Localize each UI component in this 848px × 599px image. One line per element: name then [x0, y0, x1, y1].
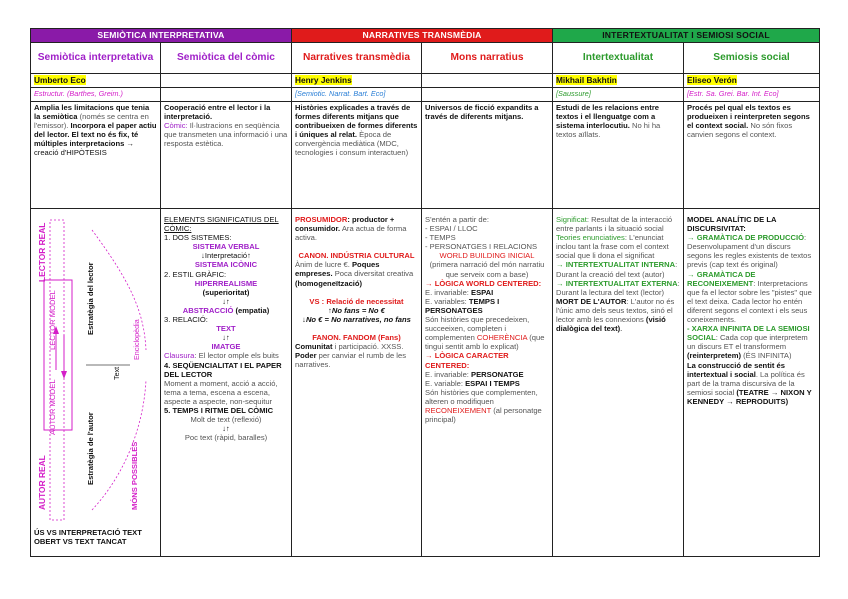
label-autor-model: AUTOR MODEL: [48, 379, 57, 435]
intro-mons: Universos de ficció expandits a través de diferents mitjans.: [422, 102, 553, 209]
label-enciclopedia: Enciclopèdia: [132, 319, 141, 360]
diagram-lines: [34, 210, 160, 528]
ref-veron: [Estr. Sa. Grei. Bar. Int. Eco]: [684, 88, 820, 102]
intro-semiotica: Amplia les limitacions que tenia la semiòtica (només se centra en l'emissor). Incorpora el paper actiu del lector. El text no és fix, té múltiples interpretacions → creació d'HIPÒTESIS: [31, 102, 161, 209]
author-jenkins: Henry Jenkins: [292, 74, 422, 88]
col-title-semiosis: Semiosis social: [684, 43, 820, 74]
summary-sheet: [30, 28, 819, 573]
label-text: Text: [112, 366, 121, 380]
ref-empty: [161, 88, 292, 102]
col-title-narratives: Narratives transmèdia: [292, 43, 422, 74]
author-eco: Umberto Eco: [31, 74, 161, 88]
intro-comic: Cooperació entre el lector i la interpretació. Còmic: Il·lustracions en seqüència que transmeten una informació i una resposta estètica.: [161, 102, 292, 209]
intro-narratives: Històries explicades a través de formes diferents mitjans que contribueixen de formes diferents i úniques al relat. Època de convergència mediàtica (MDC, tecnologies i consum interactuen): [292, 102, 422, 209]
eco-diagram-cell: [31, 209, 161, 557]
detail-row: [31, 209, 820, 557]
label-lector-real: LECTOR REAL: [37, 222, 47, 282]
summary-table: [30, 28, 820, 557]
section-header-row: [31, 29, 820, 43]
label-lector-model: LECTOR MODEL: [48, 290, 57, 350]
col-title-comic: Semiòtica del còmic: [161, 43, 292, 74]
intro-row: [31, 102, 820, 209]
semiosis-cell: MODEL ANALÍTIC DE LA DISCURSIVITAT: → GRAMÀTICA DE PRODUCCIÓ: Desenvolupament d'un discurs segons les regles existents de textos previs (cap text és original) → GRAMÀTICA DE RECONEIXEMENT: Interpretacions que fa el lector sobre les "pistes" que el text deixa. Cada lector ho entén diferent segons el context i els seus coneixements. - XARXA INFINITA DE LA SEMIOSI SOCIAL: Cada cop que interpretem un discurs ET el transformem (reinterpretem) (ÉS INFINITA) La construcció de sentit és intertextual i social. La política és part de la trama discursiva de la semiosi social (TEATRE → NIXON Y KENNEDY → REPRODUITS): [684, 209, 820, 557]
author-veron: Eliseo Verón: [684, 74, 820, 88]
section-intertext: INTERTEXTUALITAT I SEMIOSI SOCIAL: [553, 29, 820, 43]
author-empty: [161, 74, 292, 88]
reference-row: [31, 88, 820, 102]
mons-cell: S'entén a partir de: - ESPAI / LLOC - TEMPS - PERSONATGES I RELACIONS WORLD BUILDING INICIAL (primera narració del món narratiu que serveix com a base) → LÒGICA WORLD CENTERED: E. invariable: ESPAI E. variables: TEMPS I PERSONATGES Són històries que precedeixen, succeeixen, completen i complementen COHERÈNCIA (que tingui sentit amb lo explicat) → LÒGICA CARACTER CENTERED: E. invariable: PERSONATGE E. variable: ESPAI I TEMPS Són històries que complementen, alteren o modifiquen RECONEIXEMENT (al personatge principal): [422, 209, 553, 557]
intro-intertext: Estudi de les relacions entre textos i el llenguatge com a sistema interlocutiu. No hi ha textos aïllats.: [553, 102, 684, 209]
col-title-semiotica: Semiòtica interpretativa: [31, 43, 161, 74]
author-bakhtin: Mikhail Bakhtin: [553, 74, 684, 88]
author-empty: [422, 74, 553, 88]
col-title-intertext: Intertextualitat: [553, 43, 684, 74]
ref-empty: [422, 88, 553, 102]
eco-diagram: [34, 210, 160, 528]
column-title-row: [31, 43, 820, 74]
label-autor-real: AUTOR REAL: [37, 455, 47, 510]
section-semiotica: SEMIÒTICA INTERPRETATIVA: [31, 29, 292, 43]
label-mons-possibles: MÓNS POSSIBLES: [130, 441, 139, 510]
comic-heading: ELEMENTS SIGNIFICATIUS DEL CÒMIC:: [164, 215, 279, 234]
ref-eco: Estructur. (Barthes, Greim.): [31, 88, 161, 102]
label-estrategia-autor: Estratègia de l'autor: [86, 412, 95, 485]
label-estrategia-lector: Estratègia del lector: [86, 262, 95, 335]
intro-semiosis: Procés pel qual els textos es produeixen i reinterpreten segons el context social. No són fixos canvien segons el context.: [684, 102, 820, 209]
comic-cell: ELEMENTS SIGNIFICATIUS DEL CÒMIC: 1. DOS SISTEMES: SISTEMA VERBAL ↓Interpretació↑ SISTEMA ICÒNIC 2. ESTIL GRÀFIC: HIPERREALISME (superioritat) ↓↑ ABSTRACCIÓ (empatia) 3. RELACIÓ: TEXT ↓↑ IMATGE Clausura: El lector omple els buits 4. SEQÜENCIALITAT I EL PAPER DEL LECTOR Moment a moment, acció a acció, tema a tema, escena a escena, aspecte a aspecte, non-sequitur 5. TEMPS I RITME DEL CÒMIC Molt de text (reflexió) ↓↑ Poc text (ràpid, baralles): [161, 209, 292, 557]
author-row: [31, 74, 820, 88]
intertext-cell: Significat: Resultat de la interacció entre parlants i la situació social Teories enunciatives: L'enunciat inclou tant la frase com el context social que li dona el significat → INTERTEXTUALITAT INTERNA: Durant la creació del text (autor) → INTERTEXTUALITAT EXTERNA: Durant la lectura del text (lector) MORT DE L'AUTOR: L'autor no és l'únic amo dels seus textos, sinó el lector amb les connexions (visió dialògica del text).: [553, 209, 684, 557]
col-title-mons: Mons narratius: [422, 43, 553, 74]
section-narratives: NARRATIVES TRANSMÈDIA: [292, 29, 553, 43]
diagram-footer: ÚS VS INTERPRETACIÓ TEXT OBERT VS TEXT TANCAT: [34, 528, 142, 547]
ref-jenkins: [Semiotic. Narrat. Bart. Eco]: [292, 88, 422, 102]
narratives-cell: PROSUMIDOR: productor + consumidor. Ara actua de forma activa. CANON. INDÚSTRIA CULTURAL Ànim de lucre €. Poques empreses. Poca diversitat creativa (homogeneïtzació) VS : Relació de necessitat ↑No fans = No € ↓No € = No narratives, no fans FANON. FANDOM (Fans) Comunitat i participació. XXSS. Poder per canviar el rumb de les narratives.: [292, 209, 422, 557]
ref-bakhtin: [Saussure]: [553, 88, 684, 102]
